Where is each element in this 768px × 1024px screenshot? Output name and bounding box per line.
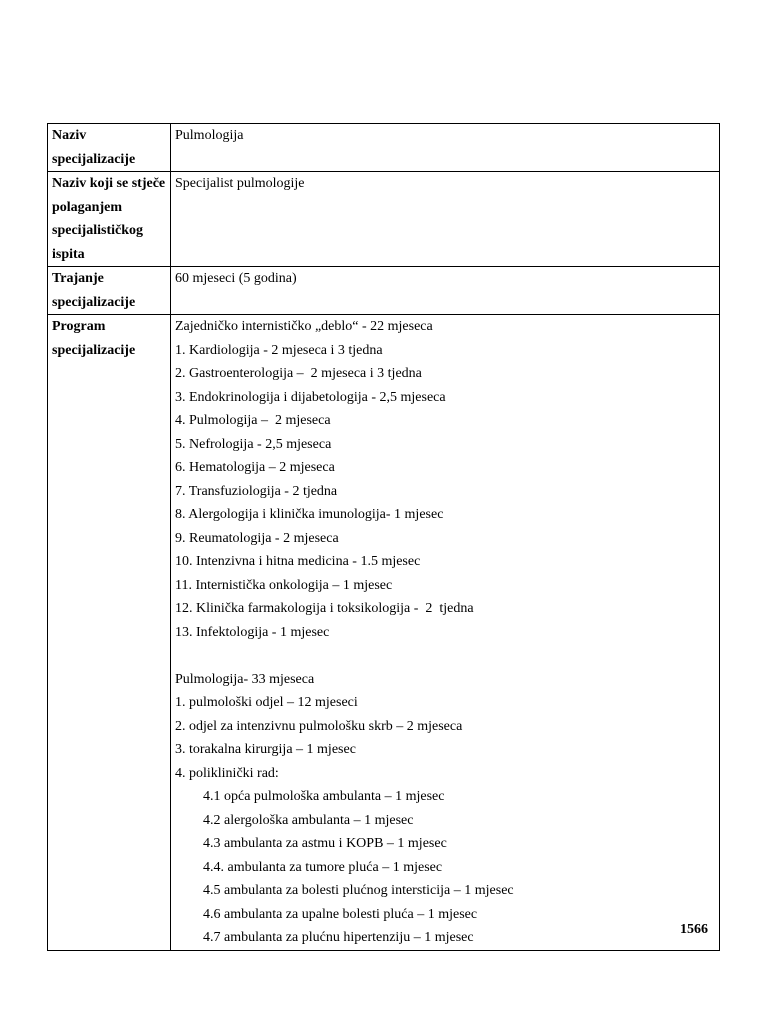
row-label: Naziv specijalizacije bbox=[48, 124, 171, 172]
list-item: 4.3 ambulanta za astmu i KOPB – 1 mjesec bbox=[203, 836, 447, 851]
spacer bbox=[175, 644, 716, 668]
deblo-list bbox=[175, 339, 716, 645]
pulmo-title: Pulmologija- 33 mjeseca bbox=[175, 671, 315, 687]
list-item: 6. Hematologija – 2 mjeseca bbox=[175, 460, 335, 475]
list-item: 11. Internistička onkologija – 1 mjesec bbox=[175, 577, 393, 593]
row-label: Trajanje specijalizacije bbox=[48, 267, 171, 315]
row-label: Naziv koji se stječe polaganjem specijalističkog ispita bbox=[48, 172, 171, 267]
row-value bbox=[171, 124, 720, 172]
list-item: 4.6 ambulanta za upalne bolesti pluća – 1 mjesec bbox=[203, 906, 478, 922]
value-line: Pulmologija bbox=[175, 128, 244, 143]
list-item: 8. Alergologija i klinička imunologija- 1 mjesec bbox=[175, 507, 444, 522]
list-item: 1. Kardiologija - 2 mjeseca i 3 tjedna bbox=[175, 342, 383, 358]
list-item: 4.1 opća pulmološka ambulanta – 1 mjesec bbox=[203, 789, 445, 804]
list-item: 12. Klinička farmakologija i toksikologija - 2 tjedna bbox=[175, 601, 474, 616]
page-number: 1566 bbox=[680, 922, 708, 937]
list-item: 4. poliklinički rad: bbox=[175, 765, 279, 781]
list-item: 4.4. ambulanta za tumore pluća – 1 mjesec bbox=[203, 859, 443, 875]
list-item: 7. Transfuziologija - 2 tjedna bbox=[175, 483, 338, 499]
table-row-program bbox=[48, 315, 720, 951]
table-row-title bbox=[48, 172, 720, 267]
deblo-title: Zajedničko internističko „deblo“ - 22 mjeseca bbox=[175, 319, 433, 334]
list-item: 3. Endokrinologija i dijabetologija - 2,5 mjeseca bbox=[175, 389, 446, 405]
row-label: Program specijalizacije bbox=[48, 315, 171, 951]
list-item: 4. Pulmologija – 2 mjeseca bbox=[175, 413, 331, 428]
table-row-name bbox=[48, 124, 720, 172]
list-item: 2. Gastroenterologija – 2 mjeseca i 3 tjedna bbox=[175, 366, 422, 381]
table-row-duration bbox=[48, 267, 720, 315]
list-item: 1. pulmološki odjel – 12 mjeseci bbox=[175, 695, 358, 710]
list-item: 5. Nefrologija - 2,5 mjeseca bbox=[175, 436, 332, 452]
list-item: 4.5 ambulanta za bolesti plućnog intersticija – 1 mjesec bbox=[203, 883, 514, 898]
list-item: 2. odjel za intenzivnu pulmološku skrb – 2 mjeseca bbox=[175, 718, 463, 734]
row-value bbox=[171, 267, 720, 315]
list-item: 4.2 alergološka ambulanta – 1 mjesec bbox=[203, 812, 414, 828]
list-item: 10. Intenzivna i hitna medicina - 1.5 mjesec bbox=[175, 554, 421, 569]
value-line: Specijalist pulmologije bbox=[175, 176, 305, 191]
list-item: 13. Infektologija - 1 mjesec bbox=[175, 624, 330, 640]
value-line: 60 mjeseci (5 godina) bbox=[175, 271, 297, 286]
row-value bbox=[171, 172, 720, 267]
program-content bbox=[171, 315, 720, 951]
specialization-table bbox=[47, 123, 720, 951]
list-item: 4.7 ambulanta za plućnu hipertenziju – 1 mjesec bbox=[203, 930, 474, 945]
list-item: 3. torakalna kirurgija – 1 mjesec bbox=[175, 742, 356, 757]
list-item: 9. Reumatologija - 2 mjeseca bbox=[175, 530, 339, 546]
polyclinic-list bbox=[175, 785, 716, 950]
pulmo-list bbox=[175, 691, 716, 785]
